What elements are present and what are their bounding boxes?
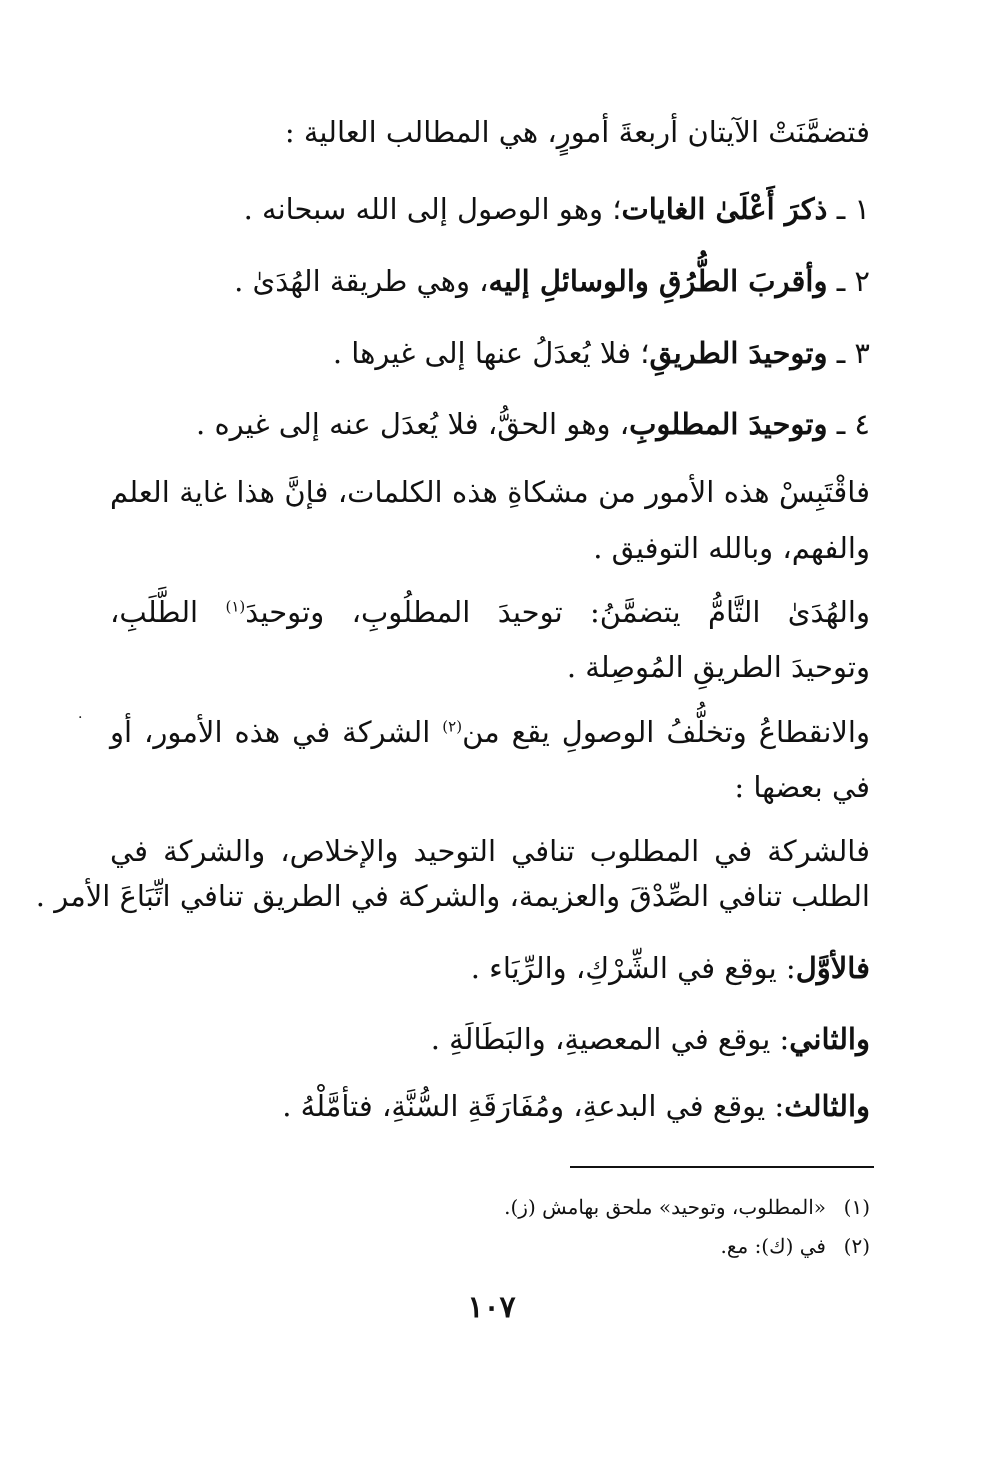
point-text: : يوقع في الشِّرْكِ، والرِّيَاء . [470,951,796,985]
paragraph-2-line-2: والفهم، وبالله التوفيق . [593,531,870,565]
point-heading: والثاني [789,1022,870,1056]
item-text: ؛ فلا يُعدَلُ عنها إلى غيرها . [332,336,650,370]
paragraph-5-line-2: الطلب تنافي الصِّدْقَ والعزيمة، والشركة في الطريق تنافي اتِّبَاعَ الأمر . [35,879,870,913]
paragraph-3-line-2: وتوحيدَ الطريقِ المُوصِلة . [566,650,870,684]
footnote-text: «المطلوب، وتوحيد» ملحق بهامش (ز). [504,1195,826,1219]
paragraph-4-line-1 [110,710,870,754]
item-text: ، وهي طريقة الهُدَىٰ . [234,264,489,298]
point-heading: والثالث [784,1089,870,1123]
footnote-separator [570,1166,874,1168]
item-number: ١ ـ [836,192,870,226]
point-first [471,946,870,990]
text-segment: الطَّلَبِ، [110,595,226,629]
footnote-1 [504,1192,870,1222]
item-heading: وتوحيدَ الطريقِ [649,336,828,370]
point-second [431,1017,870,1061]
item-heading: ذكرَ أَعْلَىٰ الغايات [621,192,828,226]
text-segment: والهُدَىٰ التَّامُّ يتضمَّنُ: توحيدَ المطلُوبِ، وتوحيدَ [245,595,870,629]
point-text: : يوقع في البدعةِ، ومُفَارَقَةِ السُّنَّةِ، فتأمَّلْهُ . [282,1089,785,1123]
margin-mark: . [78,706,83,722]
page-number: ١٠٧ [467,1290,516,1325]
point-heading: فالأوَّل [795,951,870,985]
item-number: ٣ ـ [836,336,870,370]
footnote-number: (٢) [843,1234,870,1258]
footnote-ref-2[interactable]: (٢) [442,717,463,736]
footnote-text: في (ك): مع. [720,1234,826,1258]
item-text: ، وهو الحقُّ، فلا يُعدَل عنه إلى غيره . [196,407,630,441]
paragraph-3-line-1 [110,590,870,634]
list-item-1 [244,187,870,231]
item-number: ٤ ـ [836,407,870,441]
list-item-2 [234,259,870,303]
paragraph-2-line-1: فاقْتَبِسْ هذه الأمور من مشكاةِ هذه الكلمات، فإنَّ هذا غاية العلم [110,475,870,509]
item-heading: وأقربَ الطُّرُقِ والوسائلِ إليه [488,264,828,298]
footnote-ref-1[interactable]: (١) [225,597,246,616]
footnote-2 [721,1231,871,1261]
text-segment: والانقطاعُ وتخلُّفُ الوصولِ يقع من [462,715,870,749]
intro-line: فتضمَّنَتْ الآيتان أربعةَ أمورٍ، هي المطالب العالية : [284,115,870,149]
list-item-4 [196,402,870,446]
footnote-number: (١) [843,1195,870,1219]
paragraph-5-line-1: فالشركة في المطلوب تنافي التوحيد والإخلاص، والشركة في [110,834,870,868]
item-heading: وتوحيدَ المطلوبِ [629,407,828,441]
list-item-3 [333,331,870,375]
item-text: ؛ وهو الوصول إلى الله سبحانه . [243,192,622,226]
point-text: : يوقع في المعصيةِ، والبَطَالَةِ . [430,1022,790,1056]
paragraph-4-line-2: في بعضها : [734,770,870,804]
item-number: ٢ ـ [836,264,870,298]
text-segment: الشركة في هذه الأمور، أو [110,715,443,749]
point-third [282,1084,870,1128]
